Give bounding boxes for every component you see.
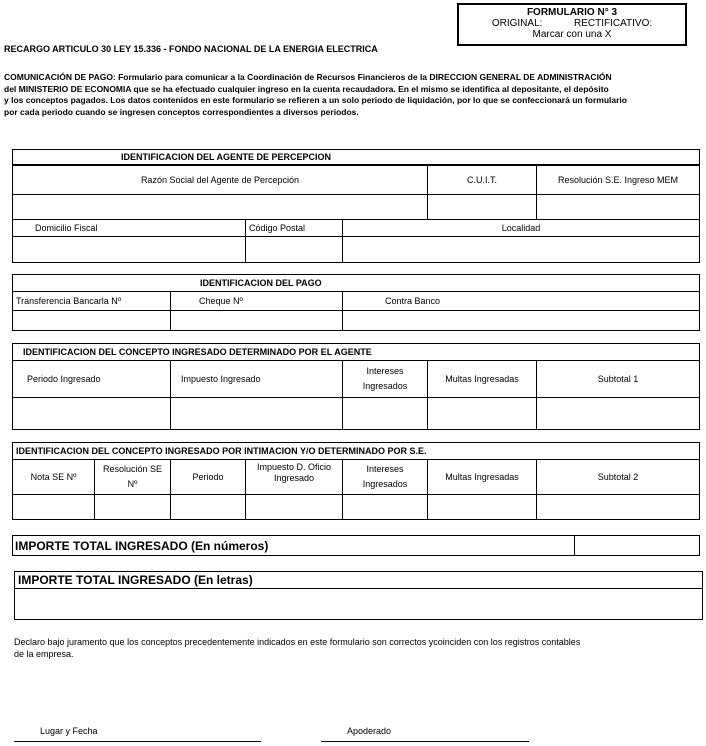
form-type-options [459,18,685,29]
rectificativo-option[interactable]: RECTIFICATIVO: [573,18,653,29]
nota-se-field[interactable] [12,494,95,520]
codigo-postal-field[interactable] [245,236,343,263]
importe-letras-label: IMPORTE TOTAL INGRESADO (En letras) [14,571,703,589]
impuesto-oficio-label-line: Impuesto D. Oficio [256,462,332,472]
intereses-se-field[interactable] [342,494,428,520]
multas-label: Multas Ingresadas [427,360,537,398]
lugar-fecha-label: Lugar y Fecha [40,726,98,736]
resolucion-se-field[interactable] [94,494,171,520]
declaracion [14,636,580,660]
concepto-agente-title: IDENTIFICACION DEL CONCEPTO INGRESADO DETERMINADO POR EL AGENTE [12,343,700,361]
apoderado-label: Apoderado [347,726,392,736]
concepto-se-title: IDENTIFICACION DEL CONCEPTO INGRESADO POR INTIMACION Y/O DETERMINADO POR S.E. [12,442,700,460]
impuesto-oficio-label [245,459,343,495]
localidad-field[interactable] [342,236,700,263]
intereses-label-line: Ingresados [362,381,408,391]
multas-field[interactable] [427,397,537,430]
impuesto-oficio-label-line: Ingresado [273,473,315,483]
contra-banco-field[interactable] [342,310,700,331]
importe-numeros-label: IMPORTE TOTAL INGRESADO (En números) [12,535,575,556]
transferencia-field[interactable] [12,310,171,331]
impuesto-ingresado-field[interactable] [170,397,343,430]
declaracion-line: Declaro bajo juramento que los conceptos precedentemente indicados en este formulario son correctos ycoinciden con los registros contables [14,637,581,647]
original-option[interactable]: ORIGINAL: [491,18,543,29]
subtotal-1-field[interactable] [536,397,700,430]
importe-numeros-field[interactable] [574,535,700,556]
impuesto-oficio-field[interactable] [245,494,343,520]
intro-line: por cada periodo cuando se ingresen conceptos correspondientes a diversos periodos. [4,106,359,117]
cuit-field[interactable] [427,194,537,220]
pago-section-title: IDENTIFICACION DEL PAGO [12,274,700,292]
subtotal-1-label: Subtotal 1 [536,360,700,398]
nota-se-label: Nota SE Nº [12,459,95,495]
intereses-label-line: Intereses [366,366,404,376]
razon-social-label: Razón Social del Agente de Percepción [12,165,428,195]
importe-letras-field[interactable] [14,588,703,620]
subtotal-2-field[interactable] [536,494,700,520]
cheque-label: Cheque Nº [170,291,343,311]
intereses-label [342,360,428,398]
transferencia-label: Transferencia Bancarla Nº [12,291,171,311]
intereses-se-label [342,459,428,495]
periodo-se-label: Periodo [170,459,246,495]
periodo-se-field[interactable] [170,494,246,520]
intereses-se-label-line: Intereses [366,464,404,474]
cuit-label: C.U.I.T. [427,165,537,195]
contra-banco-label: Contra Banco [342,291,700,311]
multas-se-label: Multas Ingresadas [427,459,537,495]
domicilio-label: Domicilio Fiscal [12,219,246,237]
form-type-instruction: Marcar con una X [532,29,612,40]
periodo-ingresado-label: Periodo Ingresado [12,360,171,398]
intro-line: del MINISTERIO DE ECONOMIA que se ha efectuado cualquier ingreso en la cuenta recaudadora. En el mismo se identifica al depositante, el depósito [4,83,609,94]
codigo-postal-label: Código Postal [245,219,343,237]
resolucion-se-label-line: Nº [127,479,138,489]
multas-se-field[interactable] [427,494,537,520]
intro-line: COMUNICACIÓN DE PAGO: Formulario para comunicar a la Coordinación de Recursos Financieros de la DIRECCION GENERAL DE ADMINISTRACIÓN [4,72,612,82]
intro-paragraph [4,72,627,118]
resolucion-se-label-line: Resolución SE [102,464,163,474]
intereses-se-label-line: Ingresados [362,479,408,489]
resolucion-label: Resolución S.E. Ingreso MEM [536,165,700,195]
intereses-field[interactable] [342,397,428,430]
subtotal-2-label: Subtotal 2 [536,459,700,495]
intro-line: y los conceptos pagados. Los datos contenidos en este formulario se refieren a un solo periodo de liquidación, por lo que se confeccionará un formulario [4,95,627,105]
form-number-title: FORMULARIO N° 3 [526,7,618,18]
localidad-label: Localidad [342,219,700,237]
impuesto-ingresado-label: Impuesto Ingresado [170,360,343,398]
agente-section-title: IDENTIFICACION DEL AGENTE DE PERCEPCION [12,149,700,165]
form-heading: RECARGO ARTICULO 30 LEY 15.336 - FONDO NACIONAL DE LA ENERGIA ELECTRICA [4,44,378,54]
lugar-fecha-line[interactable] [14,741,261,742]
resolucion-se-label [94,459,171,495]
form-number-box [457,3,687,46]
domicilio-field[interactable] [12,236,246,263]
razon-social-field[interactable] [12,194,428,220]
resolucion-field[interactable] [536,194,700,220]
declaracion-line: de la empresa. [14,649,74,659]
periodo-ingresado-field[interactable] [12,397,171,430]
apoderado-signature-line[interactable] [321,741,529,742]
cheque-field[interactable] [170,310,343,331]
